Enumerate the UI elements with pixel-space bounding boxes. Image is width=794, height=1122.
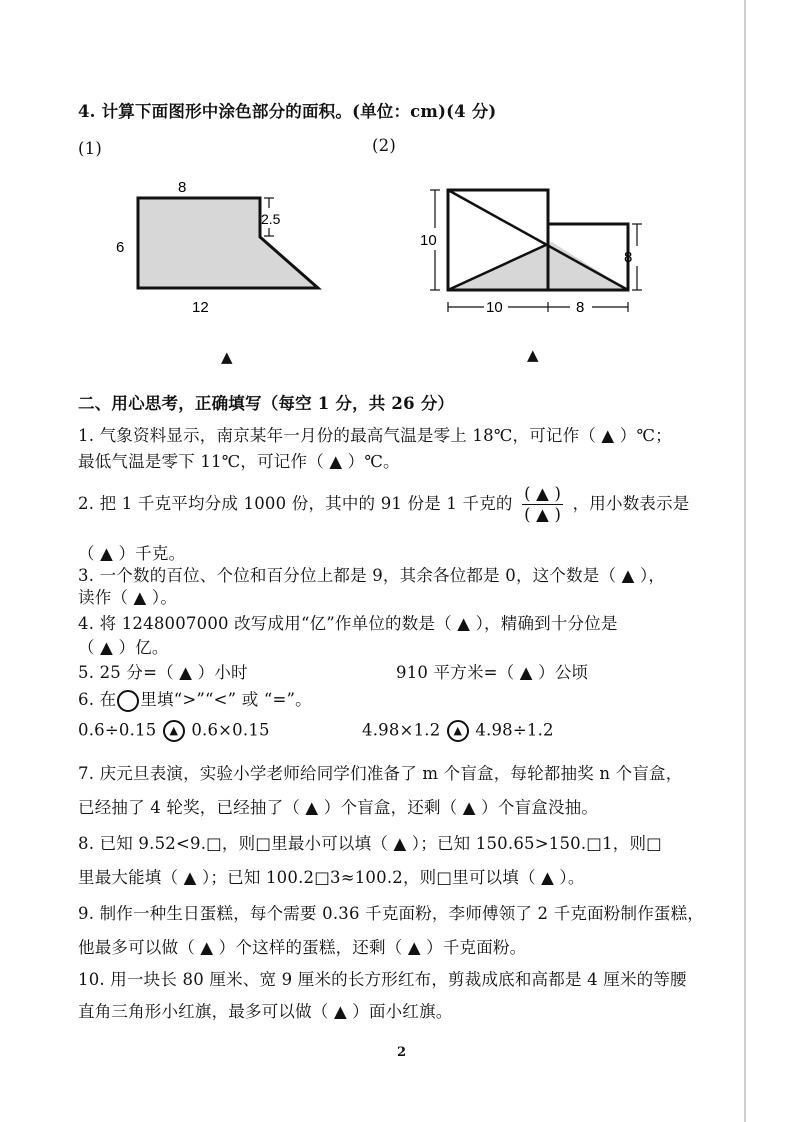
fraction-numerator: ( ▲ ): [524, 484, 562, 503]
shaded-trapezoid: [138, 198, 318, 288]
figure-1: [100, 172, 340, 322]
item-3-line-a: 3. 一个数的百位、个位和百分位上都是 9，其余各位都是 0，这个数是（ ▲ ），: [78, 566, 666, 585]
item-6-text: 6. 在: [78, 690, 117, 709]
q4-answer-1: ▲: [221, 348, 233, 366]
fraction-denominator: ( ▲ ): [524, 505, 562, 524]
item-2-line-a: [78, 484, 690, 525]
compare-circle-2: ▲: [447, 720, 469, 742]
item-4-line-b: （ ▲ ）亿。: [78, 638, 169, 657]
item-3-line-b: 读作（ ▲ ）。: [78, 588, 178, 607]
expr-3: 4.98×1.2: [362, 720, 441, 740]
item-6-line-a: [78, 686, 312, 712]
fig2-left-label: 10: [420, 232, 437, 249]
compare-circle-1: ▲: [163, 720, 185, 742]
item-8-line-a: 8. 已知 9.52<9.□，则□里最小可以填（ ▲ ）；已知 150.65>150.□1，则□: [78, 834, 662, 853]
fig2-bottom-right-label: 8: [576, 299, 585, 316]
circle-symbol: [117, 690, 139, 712]
q4-part1-label: (1): [78, 139, 102, 158]
fig2-right-label: 8: [624, 249, 633, 266]
expr-1: 0.6÷0.15: [78, 720, 157, 740]
q4-part2-label: (2): [372, 136, 396, 155]
item-6-line-b: [78, 720, 270, 742]
section-2-title: 二、用心思考，正确填写（每空 1 分，共 26 分）: [78, 394, 455, 413]
item-1-line-b: 最低气温是零下 11℃，可记作（ ▲ ）℃。: [78, 452, 400, 471]
item-5-left: 5. 25 分=（ ▲ ）小时: [78, 663, 248, 682]
page-number: 2: [397, 1045, 407, 1060]
item-9-line-a: 9. 制作一种生日蛋糕，每个需要 0.36 千克面粉，李师傅领了 2 千克面粉制作蛋糕，: [78, 904, 705, 923]
item-9-line-b: 他最多可以做（ ▲ ）个这样的蛋糕，还剩（ ▲ ）千克面粉。: [78, 938, 527, 957]
q4-title: 4. 计算下面图形中涂色部分的面积。(单位：cm)(4 分): [78, 102, 497, 121]
item-8-line-b: 里最大能填（ ▲ ）；已知 100.2□3≈100.2，则□里可以填（ ▲ ）。: [78, 868, 585, 887]
fig1-step-label: 2.5: [261, 211, 281, 227]
page-edge: [744, 0, 746, 1122]
item-10-line-a: 10. 用一块长 80 厘米、宽 9 厘米的长方形红布，剪裁成底和高都是 4 厘米的等腰: [78, 970, 687, 989]
item-4-line-a: 4. 将 1248007000 改写成用“亿”作单位的数是（ ▲ ），精确到十分位是: [78, 614, 618, 633]
item-2-line-b: （ ▲ ）千克。: [78, 544, 186, 563]
fraction: [522, 484, 563, 525]
fig1-left-label: 6: [116, 239, 125, 256]
q4-answer-2: ▲: [527, 346, 539, 364]
figure-2: [410, 180, 650, 330]
expr-2: 0.6×0.15: [191, 720, 270, 740]
item-2-text-tail: ，用小数表示是: [572, 494, 690, 513]
item-6-line-b-right: [362, 720, 554, 742]
item-7-line-a: 7. 庆元旦表演，实验小学老师给同学们准备了 m 个盲盒，每轮都抽奖 n 个盲盒，: [78, 764, 683, 783]
item-5-right: 910 平方米=（ ▲ ）公顷: [396, 663, 589, 682]
item-2-text: 2. 把 1 千克平均分成 1000 份，其中的 91 份是 1 千克的: [78, 494, 513, 513]
item-10-line-b: 直角三角形小红旗，最多可以做（ ▲ ）面小红旗。: [78, 1002, 453, 1021]
item-1-line-a: 1. 气象资料显示，南京某年一月份的最高气温是零上 18℃，可记作（ ▲ ）℃；: [78, 426, 672, 445]
fig1-top-label: 8: [178, 179, 187, 196]
item-7-line-b: 已经抽了 4 轮奖，已经抽了（ ▲ ）个盲盒，还剩（ ▲ ）个盲盒没抽。: [78, 798, 599, 817]
fig1-bottom-label: 12: [192, 299, 209, 316]
fig2-bottom-left-label: 10: [486, 299, 503, 316]
expr-4: 4.98÷1.2: [475, 720, 554, 740]
item-6-text-tail: 里填“>”“<” 或 “=”。: [140, 690, 312, 709]
